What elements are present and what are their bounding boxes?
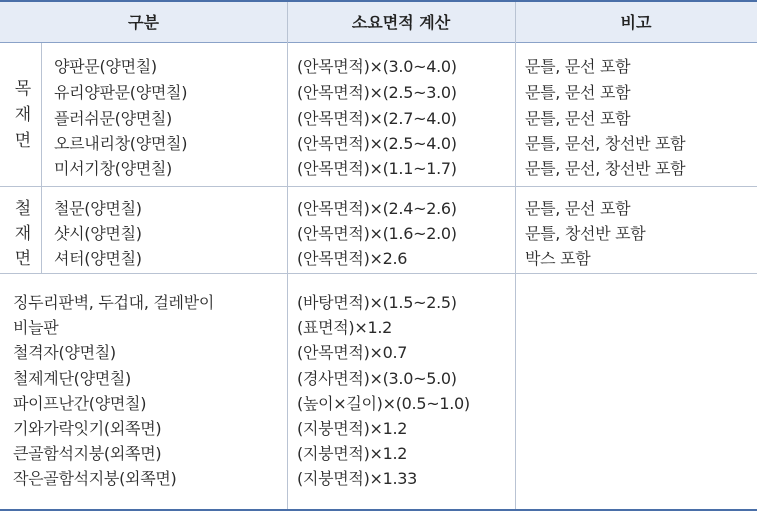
calc-value: (안목면적)×(2.4~2.6)	[297, 199, 457, 218]
remark: 박스 포함	[525, 249, 591, 268]
item-label: 비늘판	[13, 318, 59, 337]
remark: 문틀, 문선 포함	[525, 57, 631, 76]
item-label: 철제계단(양면칠)	[13, 369, 131, 388]
item-label: 미서기창(양면칠)	[54, 159, 172, 178]
column-divider	[515, 2, 516, 509]
item-label: 샷시(양면칠)	[54, 224, 142, 243]
header-category: 구분	[128, 13, 159, 32]
side-label: 재	[14, 105, 32, 125]
side-label: 철	[14, 199, 32, 219]
calc-value: (안목면적)×(1.6~2.0)	[297, 224, 457, 243]
side-label: 재	[14, 224, 32, 244]
header-calculation: 소요면적 계산	[351, 13, 451, 32]
calc-value: (경사면적)×(3.0~5.0)	[297, 369, 457, 388]
side-divider	[41, 43, 42, 273]
item-label: 오르내리창(양면칠)	[54, 134, 188, 153]
calc-value: (안목면적)×(2.5~4.0)	[297, 134, 457, 153]
remark: 문틀, 창선반 포함	[525, 224, 646, 243]
calc-value: (안목면적)×(2.5~3.0)	[297, 83, 457, 102]
item-label: 철격자(양면칠)	[13, 343, 116, 362]
side-label: 목	[14, 79, 32, 99]
column-divider	[287, 2, 288, 509]
group-divider	[0, 186, 757, 187]
item-label: 셔터(양면칠)	[54, 249, 142, 268]
item-label: 양판문(양면칠)	[54, 57, 157, 76]
calc-value: (바탕면적)×(1.5~2.5)	[297, 293, 457, 312]
item-label: 기와가락잇기(외쪽면)	[13, 419, 162, 438]
calc-value: (안목면적)×(3.0~4.0)	[297, 57, 457, 76]
item-label: 철문(양면칠)	[54, 199, 142, 218]
remark: 문틀, 문선 포함	[525, 83, 631, 102]
remark: 문틀, 문선 포함	[525, 199, 631, 218]
calc-value: (안목면적)×2.6	[297, 249, 408, 268]
calc-value: (안목면적)×(2.7~4.0)	[297, 109, 457, 128]
calc-value: (표면적)×1.2	[297, 318, 393, 337]
item-label: 큰골함석지붕(외쪽면)	[13, 444, 162, 463]
calc-value: (안목면적)×0.7	[297, 343, 408, 362]
item-label: 징두리판벽, 두겁대, 걸레받이	[13, 293, 215, 312]
calc-value: (지붕면적)×1.2	[297, 444, 408, 463]
item-label: 플러쉬문(양면칠)	[54, 109, 172, 128]
table-header	[0, 0, 757, 43]
remark: 문틀, 문선 포함	[525, 109, 631, 128]
side-label: 면	[14, 249, 32, 269]
calc-value: (지붕면적)×1.2	[297, 419, 408, 438]
remark: 문틀, 문선, 창선반 포함	[525, 159, 686, 178]
calc-value: (지붕면적)×1.33	[297, 469, 418, 488]
item-label: 유리양판문(양면칠)	[54, 83, 188, 102]
remark: 문틀, 문선, 창선반 포함	[525, 134, 686, 153]
header-remarks: 비고	[620, 13, 652, 32]
calc-value: (안목면적)×(1.1~1.7)	[297, 159, 457, 178]
item-label: 파이프난간(양면칠)	[13, 394, 147, 413]
group-divider	[0, 273, 757, 274]
item-label: 작은골함석지붕(외쪽면)	[13, 469, 177, 488]
calc-value: (높이×길이)×(0.5~1.0)	[297, 394, 470, 413]
side-label: 면	[14, 131, 32, 151]
